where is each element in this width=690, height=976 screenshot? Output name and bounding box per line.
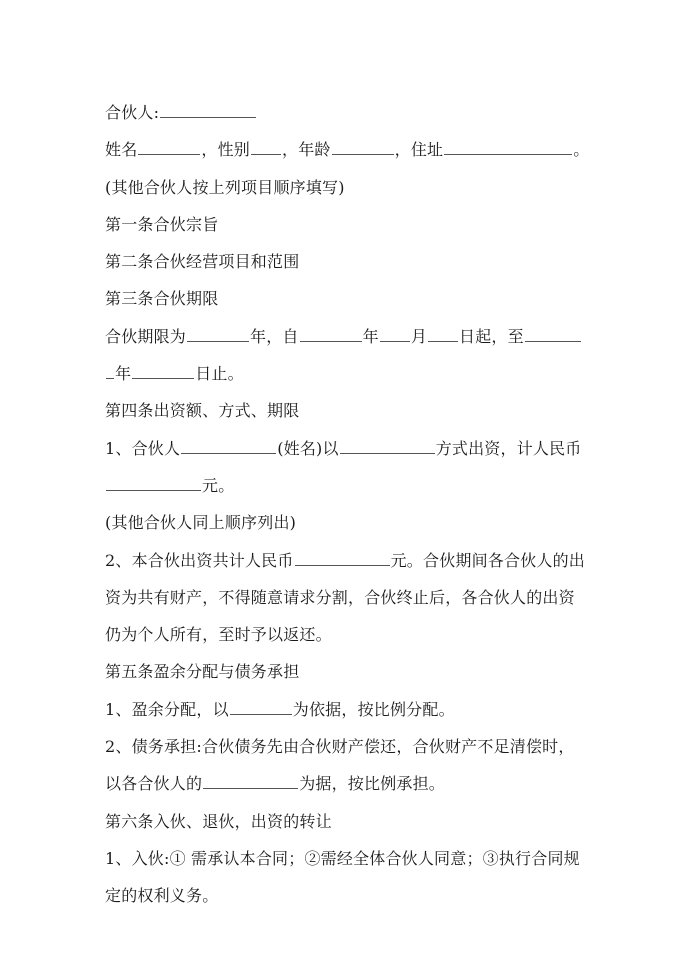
- line-text: 日起，至: [459, 326, 524, 346]
- line-text: (姓名)以: [277, 438, 339, 458]
- line-text: 仍为个人所有，至时予以返还。: [105, 625, 332, 645]
- doc-line-partner-label: [105, 100, 590, 137]
- fill-in-blank[interactable]: [428, 327, 458, 342]
- fill-in-blank[interactable]: [132, 364, 194, 379]
- line-text: 第三条合伙期限: [105, 289, 219, 309]
- line-text: 月: [410, 326, 428, 346]
- line-text: 元。合伙期间各合伙人的出: [390, 550, 585, 570]
- fill-in-blank[interactable]: [295, 551, 390, 566]
- line-text: 年: [362, 326, 379, 346]
- doc-line-contrib-2b: [105, 585, 590, 622]
- line-text: ，年龄: [282, 140, 331, 160]
- doc-line-contrib-2a: [105, 548, 590, 585]
- line-text: 合伙人:: [105, 103, 160, 122]
- fill-in-blank[interactable]: [380, 327, 410, 342]
- document-page: [105, 100, 590, 921]
- fill-in-blank[interactable]: [138, 140, 200, 155]
- doc-line-article-6: [105, 809, 590, 846]
- doc-line-article-4: [105, 398, 590, 435]
- line-text: 定的权利义务。: [105, 886, 219, 906]
- line-text: 姓名: [105, 140, 138, 160]
- line-text: 为依据，按比例分配。: [292, 699, 455, 719]
- doc-line-article-3: [105, 286, 590, 323]
- fill-in-blank[interactable]: [106, 364, 114, 379]
- line-text: 1、合伙人: [105, 438, 181, 458]
- fill-in-blank[interactable]: [230, 700, 292, 715]
- doc-line-note-2: [105, 510, 590, 547]
- line-text: 年: [115, 364, 132, 384]
- line-text: 以各合伙人的: [105, 774, 203, 794]
- line-text: 第六条入伙、退伙，出资的转让: [105, 811, 332, 831]
- doc-line-join-1a: [105, 846, 590, 883]
- line-text: 第二条合伙经营项目和范围: [105, 252, 300, 272]
- doc-line-article-5: [105, 659, 590, 696]
- doc-line-term-2: [105, 361, 590, 398]
- doc-line-debt-2a: [105, 734, 590, 771]
- doc-line-term-1: [105, 324, 590, 361]
- line-text: 第一条合伙宗旨: [105, 214, 219, 234]
- line-text: 合伙期限为: [105, 326, 187, 346]
- line-text: 资为共有财产，不得随意请求分割，合伙终止后，各合伙人的出资: [105, 587, 575, 607]
- doc-line-article-1: [105, 212, 590, 249]
- doc-line-contrib-1b: [105, 473, 590, 510]
- line-text: 元。: [202, 475, 235, 495]
- line-text: 方式出资，计人民币: [435, 438, 582, 458]
- line-text: ，性别: [201, 140, 251, 160]
- line-text: 日止。: [195, 364, 244, 384]
- fill-in-blank[interactable]: [340, 439, 435, 454]
- doc-line-contrib-1a: [105, 436, 590, 473]
- fill-in-blank[interactable]: [525, 327, 581, 342]
- line-text: (其他合伙人按上列项目顺序填写): [105, 177, 345, 197]
- line-text: 2、本合伙出资共计人民币: [105, 550, 294, 570]
- line-text: 2、债务承担:合伙债务先由合伙财产偿还，合伙财产不足清偿时，: [105, 737, 575, 757]
- line-text: 年，自: [250, 326, 299, 346]
- doc-line-partner-info: [105, 137, 590, 174]
- fill-in-blank[interactable]: [181, 439, 276, 454]
- line-text: ，住址: [394, 140, 444, 160]
- line-text: 为据，按比例承担。: [299, 774, 446, 794]
- fill-in-blank[interactable]: [332, 140, 394, 155]
- line-text: 。: [573, 140, 590, 160]
- fill-in-blank[interactable]: [160, 103, 256, 118]
- doc-line-debt-2b: [105, 771, 590, 808]
- fill-in-blank[interactable]: [251, 140, 281, 155]
- line-text: 第五条盈余分配与债务承担: [105, 662, 300, 682]
- fill-in-blank[interactable]: [106, 476, 201, 491]
- doc-line-note-1: [105, 175, 590, 212]
- doc-line-contrib-2c: [105, 622, 590, 659]
- doc-line-article-2: [105, 249, 590, 286]
- line-text: 1、入伙:① 需承认本合同；②需经全体合伙人同意；③执行合同规: [105, 848, 580, 868]
- line-text: 第四条出资额、方式、期限: [105, 401, 300, 421]
- doc-line-profit-1: [105, 697, 590, 734]
- line-text: (其他合伙人同上顺序列出): [105, 513, 297, 533]
- line-text: 1、盈余分配，以: [105, 699, 229, 719]
- fill-in-blank[interactable]: [444, 140, 572, 155]
- fill-in-blank[interactable]: [203, 774, 298, 789]
- fill-in-blank[interactable]: [300, 327, 362, 342]
- fill-in-blank[interactable]: [187, 327, 249, 342]
- doc-line-join-1b: [105, 883, 590, 920]
